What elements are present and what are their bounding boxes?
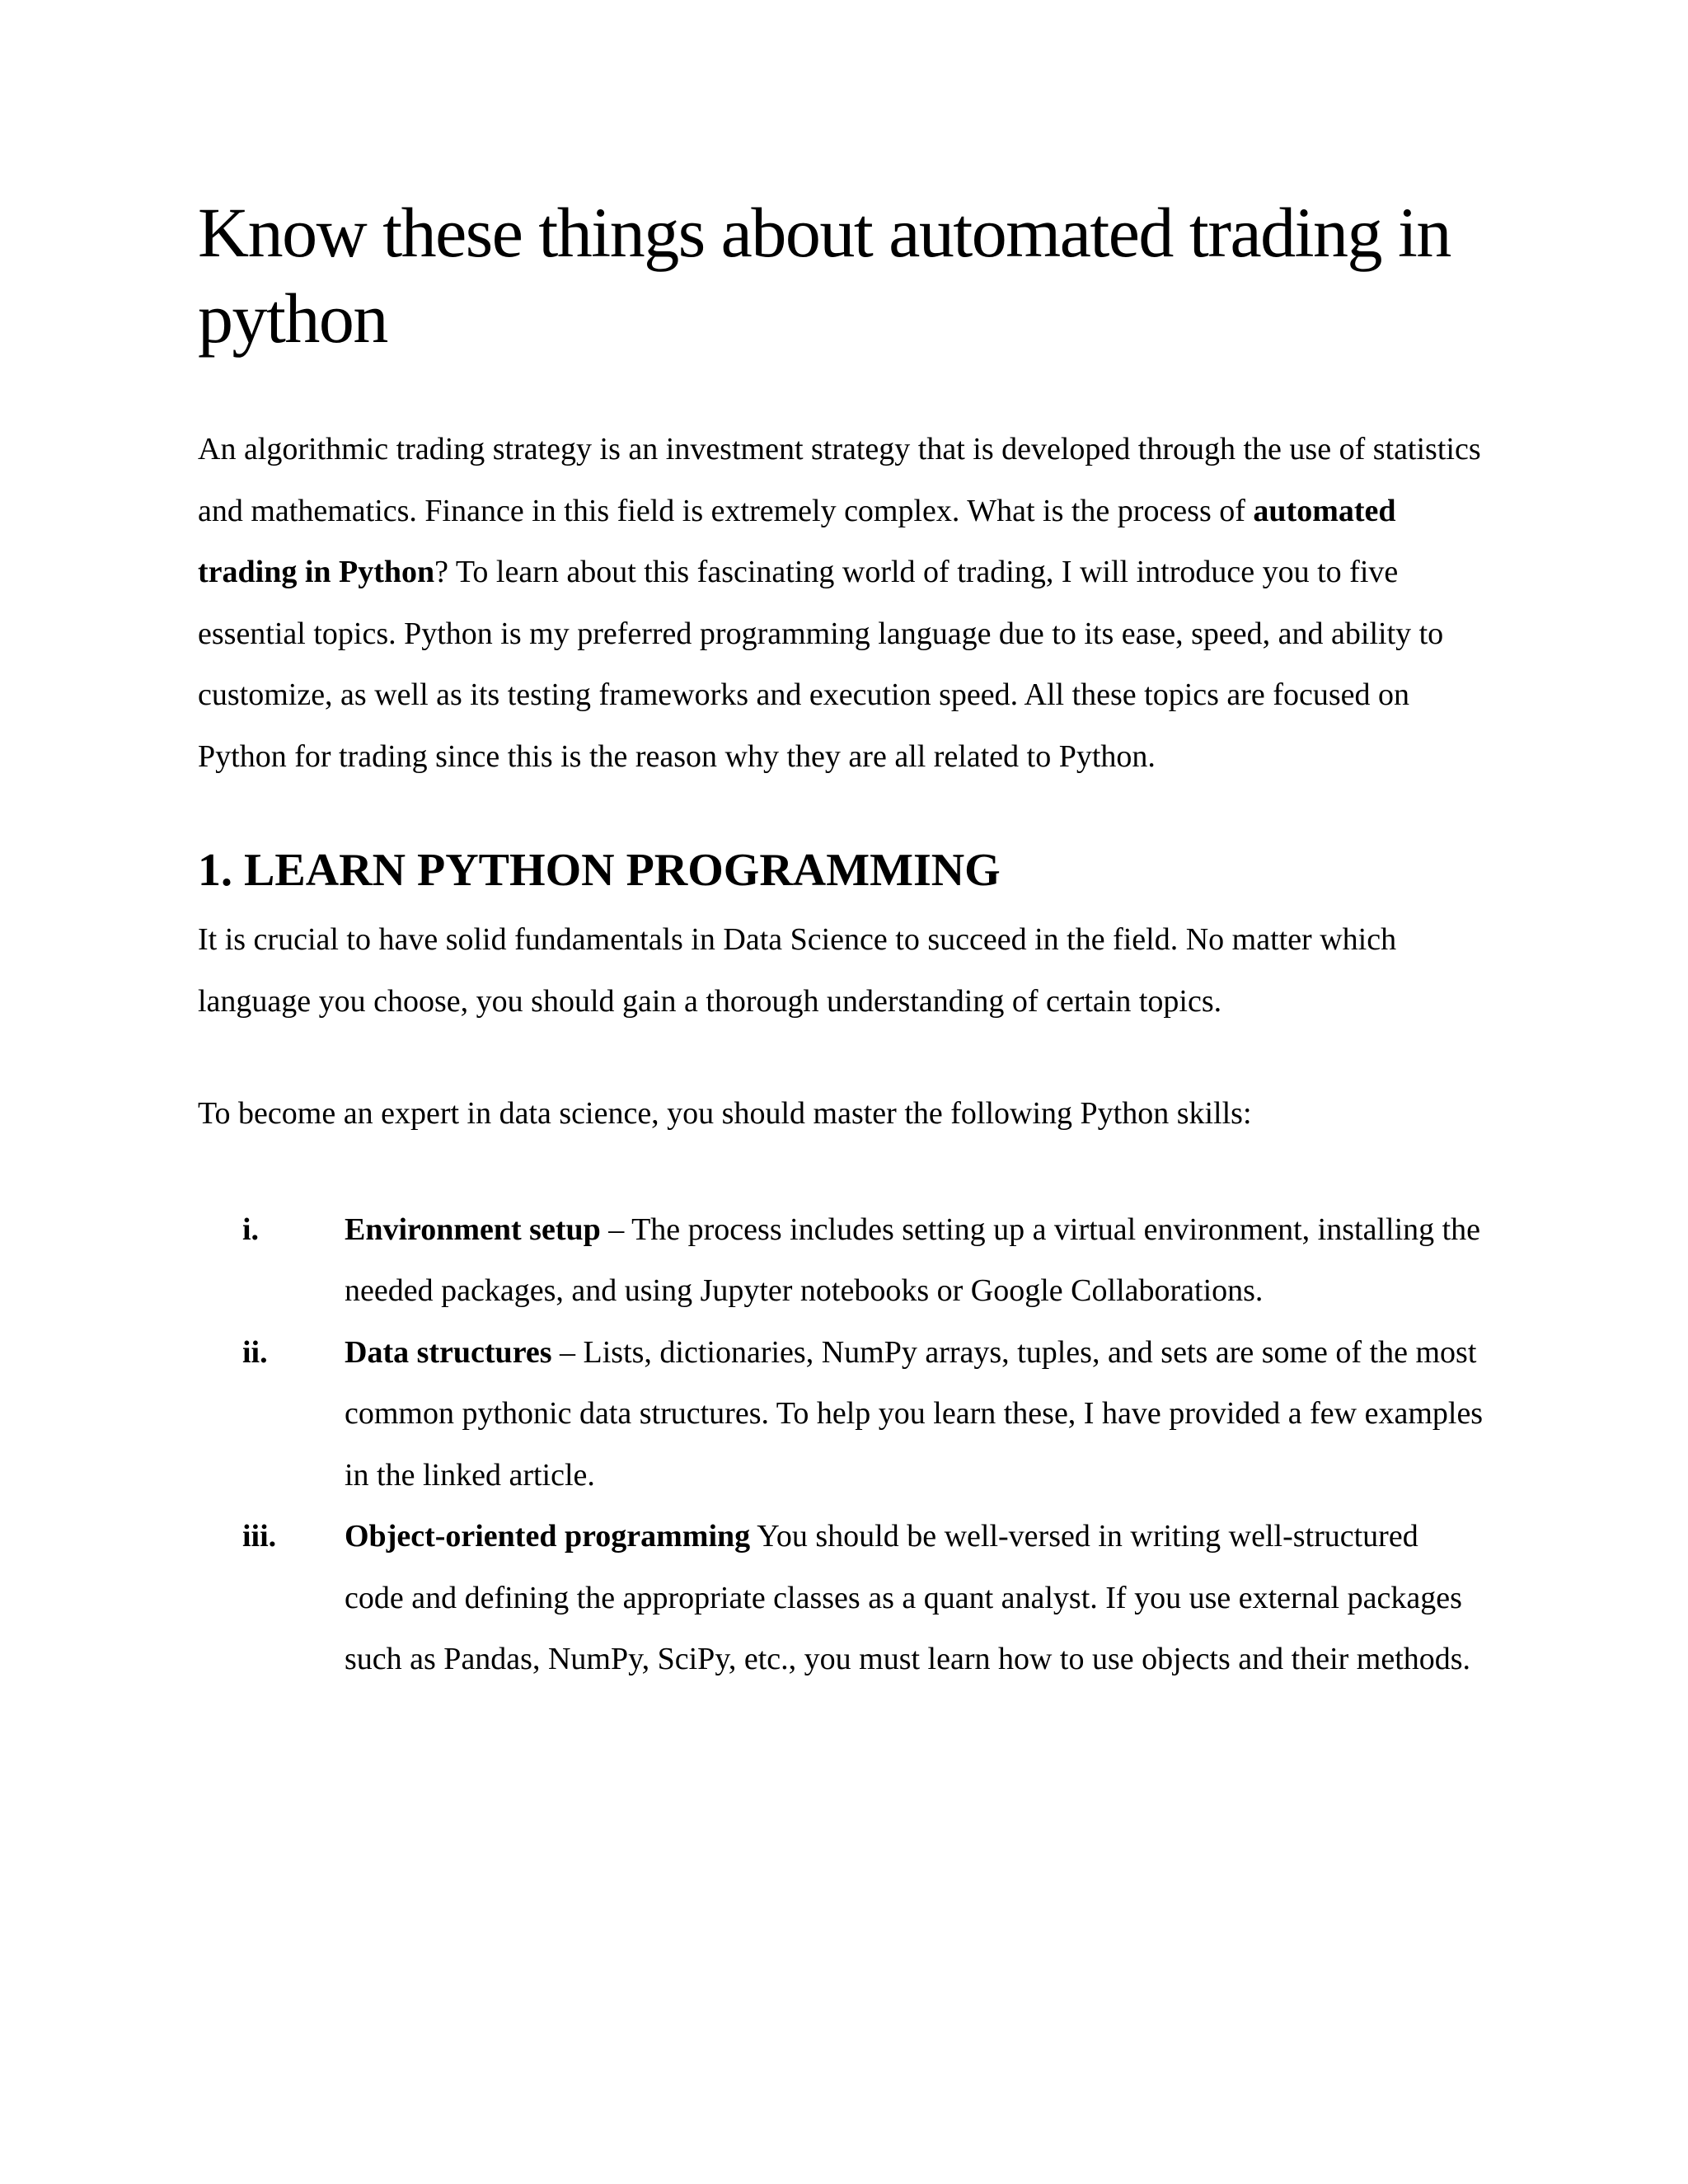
list-item-body (345, 1322, 1484, 1507)
page-title: Know these things about automated trading in python (198, 193, 1451, 358)
intro-paragraph (198, 419, 1484, 787)
list-marker: i. (242, 1212, 260, 1247)
intro-text-start: An algorithmic trading strategy is an investment strategy that is developed through the use of statistics and mathematics. Finance in this field is extremely complex. What is the process of (198, 432, 1481, 528)
list-item-body (345, 1199, 1484, 1322)
intro-text-end: ? To learn about this fascinating world of trading, I will introduce you to five essential topics. Python is my preferred programming language due to its ease, speed, and ability to customize, as well as its testing frameworks and execution speed. All these topics are focused on Python for trading since this is the reason why they are all related to Python. (198, 555, 1444, 774)
list-item-text: – Lists, dictionaries, NumPy arrays, tuples, and sets are some of the most common pythonic data structures. To help you learn these, I have provided a few examples in the linked article. (345, 1334, 1484, 1493)
list-item (198, 1506, 1484, 1690)
list-item-term: Object-oriented programming (345, 1519, 751, 1554)
list-item (198, 1322, 1484, 1507)
intro-bold-phrase: automated trading in Python (198, 493, 1396, 589)
list-item-term: Data structures (345, 1334, 552, 1370)
section-heading: 1. LEARN PYTHON PROGRAMMING (198, 845, 1001, 896)
document-page (198, 190, 1484, 1690)
list-marker: iii. (242, 1519, 277, 1554)
list-item-term: Environment setup (345, 1212, 601, 1247)
section-paragraph-1: It is crucial to have solid fundamentals in Data Science to succeed in the field. No matter which language you choose, you should gain a thorough understanding of certain topics. (198, 922, 1397, 1019)
list-item-body (345, 1506, 1484, 1690)
list-item-text: You should be well-versed in writing well-structured code and defining the appropriate classes as a quant analyst. If you use external packages such as Pandas, NumPy, SciPy, etc., you must learn how to use objects and their methods. (345, 1519, 1471, 1676)
list-marker: ii. (242, 1334, 268, 1370)
section-paragraph-2: To become an expert in data science, you should master the following Python skills: (198, 1096, 1252, 1131)
skills-list (198, 1199, 1484, 1690)
list-item (198, 1199, 1484, 1322)
list-item-text: – The process includes setting up a virtual environment, installing the needed packages, and using Jupyter notebooks or Google Collaborations. (345, 1212, 1481, 1308)
